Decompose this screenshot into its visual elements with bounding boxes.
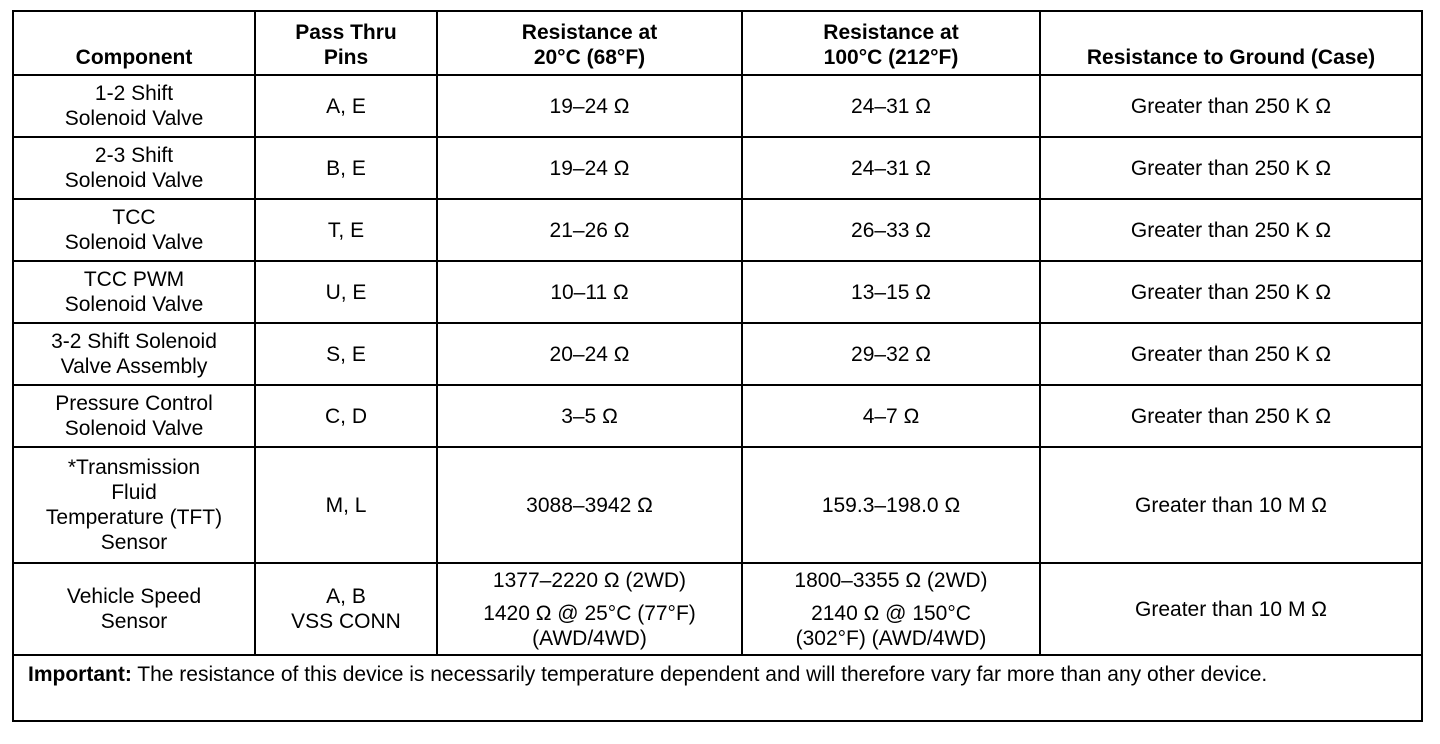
pins-cell: U, E xyxy=(255,261,437,323)
table-row xyxy=(13,199,1422,261)
important-text: The resistance of this device is necessarily temperature dependent and will therefore vary far more than any other device. xyxy=(131,663,1268,686)
res100-cell: 24–31 Ω xyxy=(742,75,1040,137)
component-cell: Vehicle Speed Sensor xyxy=(13,563,255,655)
ground-cell: Greater than 10 M Ω xyxy=(1040,447,1422,563)
header-resistance-100c: Resistance at 100°C (212°F) xyxy=(742,11,1040,75)
important-note xyxy=(13,655,1422,721)
res100-cell: 159.3–198.0 Ω xyxy=(742,447,1040,563)
pins-cell: A, E xyxy=(255,75,437,137)
component-cell: Pressure Control Solenoid Valve xyxy=(13,385,255,447)
table-row xyxy=(13,323,1422,385)
res100-cell: 26–33 Ω xyxy=(742,199,1040,261)
header-component: Component xyxy=(13,11,255,75)
table-row xyxy=(13,137,1422,199)
header-pass-thru-pins: Pass Thru Pins xyxy=(255,11,437,75)
component-cell: 2-3 Shift Solenoid Valve xyxy=(13,137,255,199)
note-row xyxy=(13,655,1422,721)
pins-cell: M, L xyxy=(255,447,437,563)
res20-cell: 19–24 Ω xyxy=(437,75,742,137)
res20-cell: 20–24 Ω xyxy=(437,323,742,385)
res100-cell: 13–15 Ω xyxy=(742,261,1040,323)
header-resistance-20c: Resistance at 20°C (68°F) xyxy=(437,11,742,75)
resistance-spec-table-wrapper xyxy=(12,10,1421,722)
important-label: Important: xyxy=(28,663,132,686)
ground-cell: Greater than 250 K Ω xyxy=(1040,385,1422,447)
pins-cell: S, E xyxy=(255,323,437,385)
component-cell: TCC PWM Solenoid Valve xyxy=(13,261,255,323)
component-cell: TCC Solenoid Valve xyxy=(13,199,255,261)
pins-cell: T, E xyxy=(255,199,437,261)
ground-cell: Greater than 250 K Ω xyxy=(1040,75,1422,137)
header-resistance-to-ground: Resistance to Ground (Case) xyxy=(1040,11,1422,75)
header-row xyxy=(13,11,1422,75)
res100-cell: 4–7 Ω xyxy=(742,385,1040,447)
res20-cell: 10–11 Ω xyxy=(437,261,742,323)
ground-cell: Greater than 250 K Ω xyxy=(1040,137,1422,199)
res20-cell: 1377–2220 Ω (2WD) 1420 Ω @ 25°C (77°F) (AWD/4WD) xyxy=(437,563,742,655)
table-row xyxy=(13,563,1422,655)
res100-cell: 24–31 Ω xyxy=(742,137,1040,199)
res100-cell: 1800–3355 Ω (2WD) 2140 Ω @ 150°C (302°F) (AWD/4WD) xyxy=(742,563,1040,655)
res100-cell: 29–32 Ω xyxy=(742,323,1040,385)
table-row xyxy=(13,385,1422,447)
ground-cell: Greater than 10 M Ω xyxy=(1040,563,1422,655)
pins-cell: A, B VSS CONN xyxy=(255,563,437,655)
table-row xyxy=(13,447,1422,563)
res20-cell: 3–5 Ω xyxy=(437,385,742,447)
solenoid-resistance-table xyxy=(12,10,1423,722)
table-row xyxy=(13,261,1422,323)
res20-cell: 3088–3942 Ω xyxy=(437,447,742,563)
component-cell: 3-2 Shift Solenoid Valve Assembly xyxy=(13,323,255,385)
res20-cell: 21–26 Ω xyxy=(437,199,742,261)
ground-cell: Greater than 250 K Ω xyxy=(1040,261,1422,323)
res20-cell: 19–24 Ω xyxy=(437,137,742,199)
pins-cell: B, E xyxy=(255,137,437,199)
ground-cell: Greater than 250 K Ω xyxy=(1040,323,1422,385)
ground-cell: Greater than 250 K Ω xyxy=(1040,199,1422,261)
component-cell: *Transmission Fluid Temperature (TFT) Sensor xyxy=(13,447,255,563)
component-cell: 1-2 Shift Solenoid Valve xyxy=(13,75,255,137)
table-row xyxy=(13,75,1422,137)
pins-cell: C, D xyxy=(255,385,437,447)
